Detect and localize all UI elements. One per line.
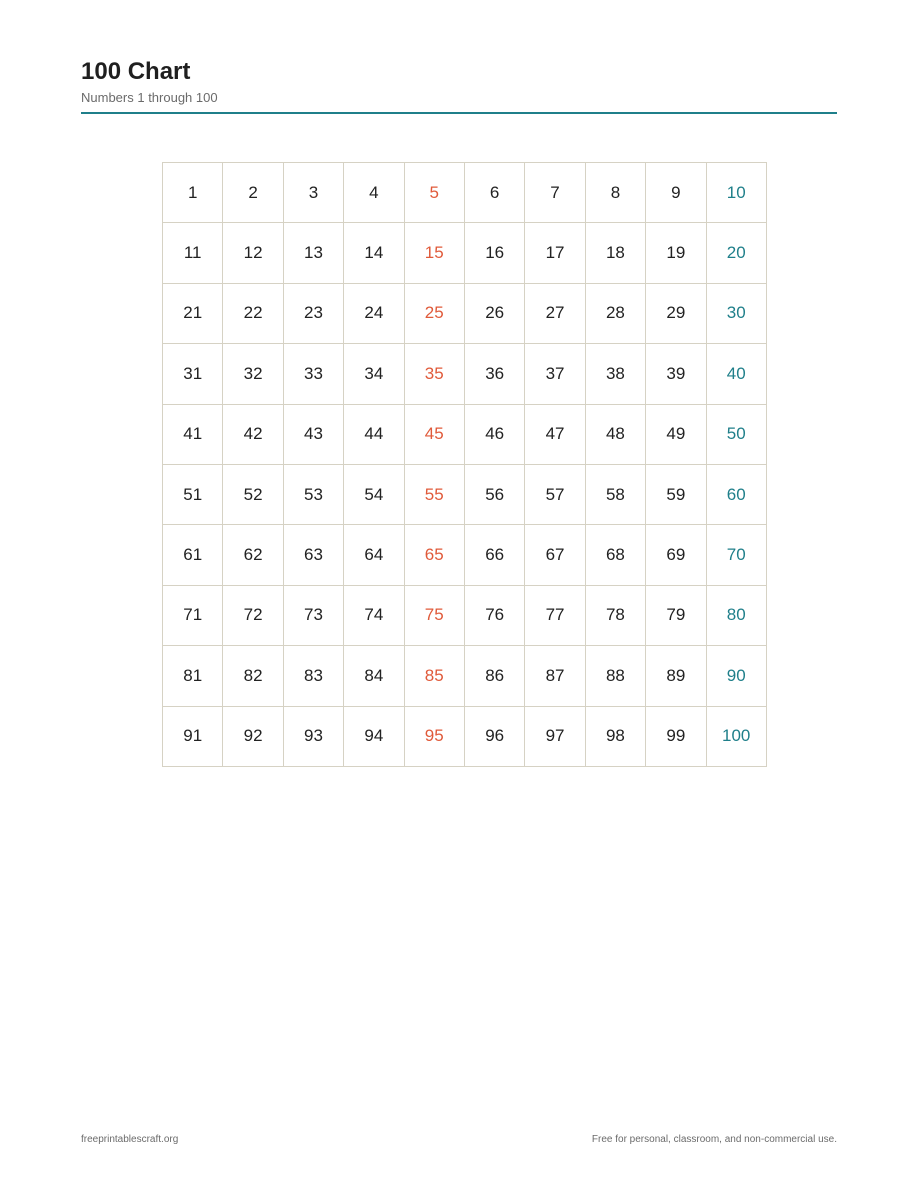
grid-cell: 64: [344, 525, 404, 585]
grid-cell: 11: [163, 223, 223, 283]
grid-cell: 79: [646, 585, 706, 645]
grid-cell: 60: [706, 464, 766, 524]
grid-row: [163, 464, 767, 524]
grid-row: [163, 283, 767, 343]
grid-cell: 82: [223, 646, 283, 706]
grid-cell: 81: [163, 646, 223, 706]
grid-cell: 98: [585, 706, 645, 766]
grid-cell: 69: [646, 525, 706, 585]
grid-cell: 53: [283, 464, 343, 524]
grid-cell: 50: [706, 404, 766, 464]
grid-row: [163, 223, 767, 283]
grid-cell: 2: [223, 163, 283, 223]
grid-cell: 74: [344, 585, 404, 645]
grid-cell: 17: [525, 223, 585, 283]
grid-cell: 49: [646, 404, 706, 464]
page-header: [81, 58, 837, 106]
grid-cell: 99: [646, 706, 706, 766]
grid-cell: 41: [163, 404, 223, 464]
grid-row: [163, 646, 767, 706]
grid-cell: 97: [525, 706, 585, 766]
grid-cell: 96: [464, 706, 524, 766]
grid-cell: 7: [525, 163, 585, 223]
grid-cell: 75: [404, 585, 464, 645]
grid-cell: 18: [585, 223, 645, 283]
grid-cell: 8: [585, 163, 645, 223]
grid-cell: 31: [163, 344, 223, 404]
grid-cell: 25: [404, 283, 464, 343]
grid-cell: 76: [464, 585, 524, 645]
grid-row: [163, 585, 767, 645]
grid-cell: 80: [706, 585, 766, 645]
grid-cell: 38: [585, 344, 645, 404]
grid-cell: 62: [223, 525, 283, 585]
grid-cell: 71: [163, 585, 223, 645]
grid-row: [163, 706, 767, 766]
grid-cell: 85: [404, 646, 464, 706]
grid-cell: 61: [163, 525, 223, 585]
grid-cell: 1: [163, 163, 223, 223]
grid-row: [163, 344, 767, 404]
grid-cell: 15: [404, 223, 464, 283]
grid-cell: 29: [646, 283, 706, 343]
grid-cell: 9: [646, 163, 706, 223]
grid-cell: 19: [646, 223, 706, 283]
grid-cell: 89: [646, 646, 706, 706]
grid-cell: 94: [344, 706, 404, 766]
grid-cell: 88: [585, 646, 645, 706]
grid-cell: 35: [404, 344, 464, 404]
grid-cell: 10: [706, 163, 766, 223]
hundred-chart-grid: [162, 162, 767, 767]
page-title: 100 Chart: [81, 58, 191, 85]
grid-cell: 90: [706, 646, 766, 706]
grid-cell: 43: [283, 404, 343, 464]
grid-cell: 21: [163, 283, 223, 343]
grid-cell: 77: [525, 585, 585, 645]
grid-cell: 59: [646, 464, 706, 524]
grid-cell: 72: [223, 585, 283, 645]
grid-cell: 48: [585, 404, 645, 464]
grid-cell: 68: [585, 525, 645, 585]
grid-cell: 65: [404, 525, 464, 585]
grid-cell: 14: [344, 223, 404, 283]
footer-license: Free for personal, classroom, and non-commercial use.: [591, 1134, 837, 1145]
footer-site: freeprintablescraft.org: [81, 1134, 179, 1145]
grid-row: [163, 525, 767, 585]
grid-cell: 54: [344, 464, 404, 524]
grid-cell: 37: [525, 344, 585, 404]
grid-cell: 23: [283, 283, 343, 343]
grid-cell: 87: [525, 646, 585, 706]
grid-cell: 67: [525, 525, 585, 585]
grid-cell: 66: [464, 525, 524, 585]
grid-cell: 44: [344, 404, 404, 464]
grid-cell: 95: [404, 706, 464, 766]
grid-cell: 42: [223, 404, 283, 464]
grid-cell: 33: [283, 344, 343, 404]
grid-cell: 93: [283, 706, 343, 766]
grid-cell: 63: [283, 525, 343, 585]
grid-cell: 78: [585, 585, 645, 645]
grid-cell: 84: [344, 646, 404, 706]
grid-cell: 83: [283, 646, 343, 706]
grid-cell: 3: [283, 163, 343, 223]
grid-cell: 16: [464, 223, 524, 283]
grid-cell: 40: [706, 344, 766, 404]
grid-cell: 36: [464, 344, 524, 404]
grid-cell: 70: [706, 525, 766, 585]
grid-cell: 20: [706, 223, 766, 283]
grid-cell: 32: [223, 344, 283, 404]
grid-cell: 55: [404, 464, 464, 524]
grid-cell: 13: [283, 223, 343, 283]
grid-cell: 46: [464, 404, 524, 464]
grid-cell: 27: [525, 283, 585, 343]
grid-cell: 47: [525, 404, 585, 464]
grid-cell: 6: [464, 163, 524, 223]
grid-cell: 86: [464, 646, 524, 706]
grid-cell: 57: [525, 464, 585, 524]
grid-cell: 91: [163, 706, 223, 766]
grid-cell: 56: [464, 464, 524, 524]
grid-cell: 22: [223, 283, 283, 343]
grid-cell: 34: [344, 344, 404, 404]
grid-cell: 73: [283, 585, 343, 645]
grid-cell: 24: [344, 283, 404, 343]
grid-cell: 92: [223, 706, 283, 766]
grid-cell: 100: [706, 706, 766, 766]
header-divider: [81, 112, 837, 114]
page-subtitle: Numbers 1 through 100: [81, 90, 218, 105]
grid-cell: 28: [585, 283, 645, 343]
grid-row: [163, 163, 767, 223]
grid-cell: 12: [223, 223, 283, 283]
grid-cell: 5: [404, 163, 464, 223]
grid-cell: 39: [646, 344, 706, 404]
grid-cell: 52: [223, 464, 283, 524]
grid-cell: 51: [163, 464, 223, 524]
grid-cell: 4: [344, 163, 404, 223]
grid-cell: 58: [585, 464, 645, 524]
grid-row: [163, 404, 767, 464]
grid-cell: 26: [464, 283, 524, 343]
grid-cell: 45: [404, 404, 464, 464]
grid-cell: 30: [706, 283, 766, 343]
